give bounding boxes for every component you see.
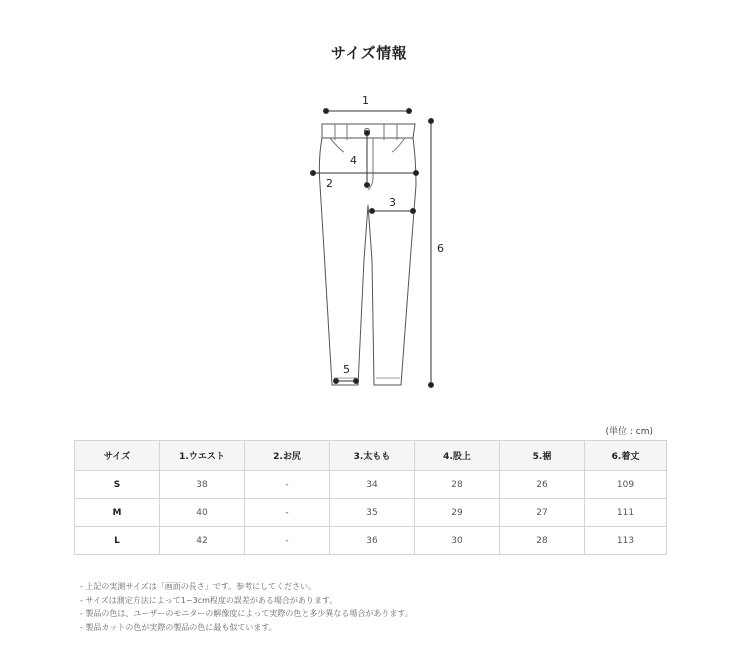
notes-list xyxy=(80,580,413,634)
table-cell: 28 xyxy=(500,527,585,555)
table-cell: L xyxy=(75,527,160,555)
table-row xyxy=(75,527,667,555)
table-cell: 27 xyxy=(500,499,585,527)
note-item: - 製品カットの色が実際の製品の色に最も似ています。 xyxy=(80,622,277,632)
header-hip: 2.お尻 xyxy=(245,441,330,471)
table-cell: 36 xyxy=(330,527,415,555)
unit-note: (単位 : cm) xyxy=(605,427,653,437)
table-row xyxy=(75,499,667,527)
note-item: - サイズは測定方法によって1~3cm程度の誤差がある場合があります。 xyxy=(80,595,338,605)
table-cell: 34 xyxy=(330,471,415,499)
header-waist: 1.ウエスト xyxy=(160,441,245,471)
note-item: - 製品の色は、ユーザーのモニターの解像度によって実際の色と多少異なる場合があります。 xyxy=(80,609,413,618)
measure-label-3: 3 xyxy=(389,196,396,209)
table-cell: 28 xyxy=(415,471,500,499)
table-cell: - xyxy=(245,471,330,499)
page-title: サイズ情報 xyxy=(330,44,408,62)
table-cell: 109 xyxy=(585,471,667,499)
pants-measurement-diagram xyxy=(300,88,460,398)
measure-label-6: 6 xyxy=(437,242,444,255)
measure-label-1: 1 xyxy=(362,94,369,107)
table-row xyxy=(75,471,667,499)
measure-label-2: 2 xyxy=(326,177,333,190)
header-length: 6.着丈 xyxy=(585,441,667,471)
pants-right-leg xyxy=(368,138,416,385)
table-cell: 111 xyxy=(585,499,667,527)
table-cell: 29 xyxy=(415,499,500,527)
size-table xyxy=(74,440,667,555)
table-cell: 30 xyxy=(415,527,500,555)
table-cell: M xyxy=(75,499,160,527)
table-cell: S xyxy=(75,471,160,499)
measure-label-5: 5 xyxy=(343,363,350,376)
header-rise: 4.股上 xyxy=(415,441,500,471)
table-cell: 113 xyxy=(585,527,667,555)
pants-left-leg xyxy=(319,138,368,385)
table-cell: 26 xyxy=(500,471,585,499)
table-cell: 40 xyxy=(160,499,245,527)
measure-label-4: 4 xyxy=(350,154,357,167)
table-cell: 35 xyxy=(330,499,415,527)
header-hem: 5.裾 xyxy=(500,441,585,471)
header-thigh: 3.太もも xyxy=(330,441,415,471)
table-cell: - xyxy=(245,499,330,527)
table-header-row xyxy=(75,441,667,471)
table-cell: 38 xyxy=(160,471,245,499)
header-size: サイズ xyxy=(75,441,160,471)
table-cell: - xyxy=(245,527,330,555)
table-cell: 42 xyxy=(160,527,245,555)
note-item: - 上記の実測サイズは「画面の長さ」です。参考にしてください。 xyxy=(80,582,317,591)
